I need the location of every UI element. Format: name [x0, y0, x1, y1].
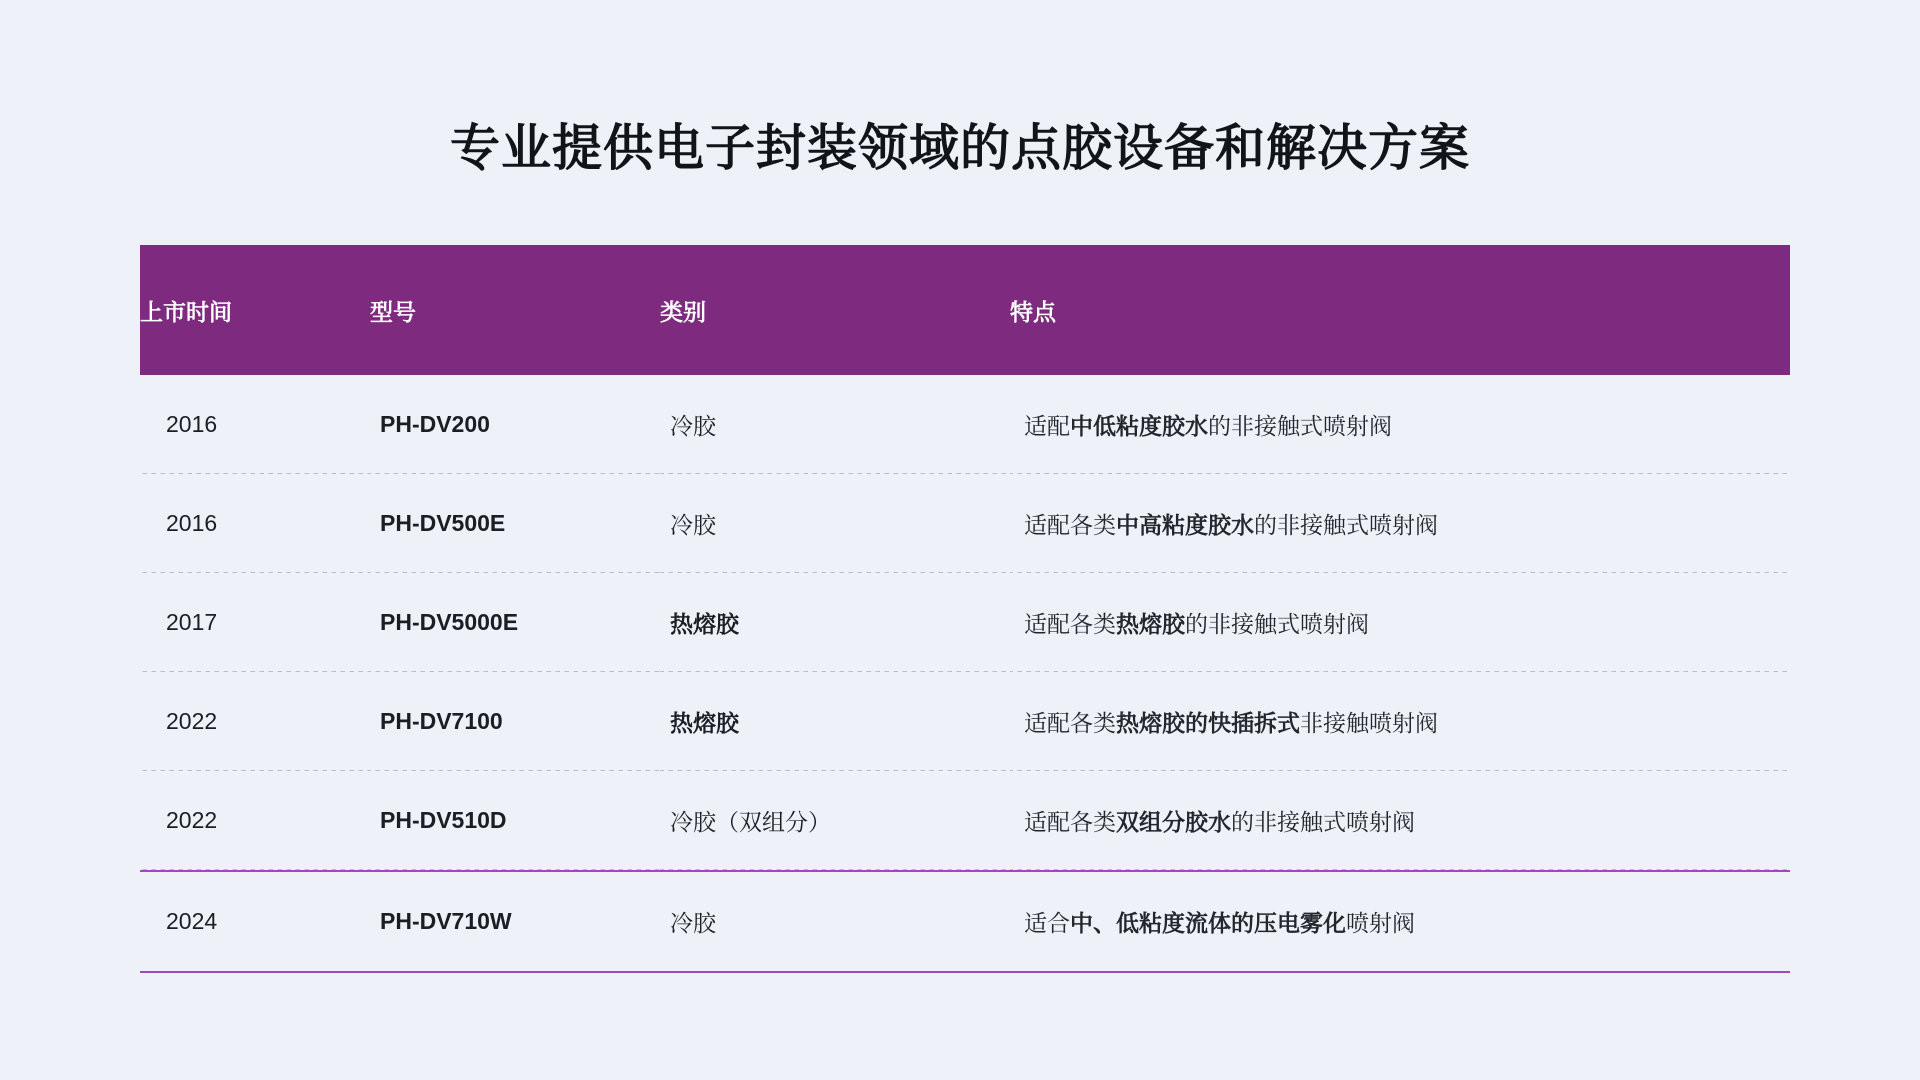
cell-model: PH-DV200: [370, 375, 660, 474]
cell-category: 热熔胶: [660, 672, 1010, 771]
table-row: [140, 771, 1790, 871]
table-row: [140, 672, 1790, 771]
cell-model: PH-DV5000E: [370, 573, 660, 672]
cell-category: 冷胶: [660, 474, 1010, 573]
cell-category: 冷胶: [660, 871, 1010, 972]
table-row: [140, 573, 1790, 672]
cell-model: PH-DV500E: [370, 474, 660, 573]
cell-launch-time: 2024: [140, 871, 370, 972]
column-header-launch-time: 上市时间: [140, 245, 370, 375]
column-header-feature: 特点: [1010, 245, 1790, 375]
cell-launch-time: 2016: [140, 375, 370, 474]
table-row: [140, 375, 1790, 474]
table-row: [140, 474, 1790, 573]
cell-category: 冷胶（双组分）: [660, 771, 1010, 871]
cell-model: PH-DV510D: [370, 771, 660, 871]
table-body: [140, 375, 1790, 972]
product-spec-table: [140, 245, 1790, 973]
cell-launch-time: 2022: [140, 672, 370, 771]
column-header-category: 类别: [660, 245, 1010, 375]
cell-feature: 适配各类热熔胶的快插拆式非接触喷射阀: [1010, 672, 1790, 771]
cell-launch-time: 2016: [140, 474, 370, 573]
cell-launch-time: 2022: [140, 771, 370, 871]
cell-feature: 适配各类双组分胶水的非接触式喷射阀: [1010, 771, 1790, 871]
cell-feature: 适配中低粘度胶水的非接触式喷射阀: [1010, 375, 1790, 474]
cell-model: PH-DV710W: [370, 871, 660, 972]
cell-launch-time: 2017: [140, 573, 370, 672]
product-spec-table-container: [140, 245, 1790, 973]
table-row: [140, 871, 1790, 972]
table-header: [140, 245, 1790, 375]
cell-feature: 适配各类热熔胶的非接触式喷射阀: [1010, 573, 1790, 672]
page-title: 专业提供电子封装领域的点胶设备和解决方案: [450, 120, 1470, 176]
table-header-row: [140, 245, 1790, 375]
cell-category: 冷胶: [660, 375, 1010, 474]
cell-feature: 适合中、低粘度流体的压电雾化喷射阀: [1010, 871, 1790, 972]
column-header-model: 型号: [370, 245, 660, 375]
cell-model: PH-DV7100: [370, 672, 660, 771]
cell-category: 热熔胶: [660, 573, 1010, 672]
cell-feature: 适配各类中高粘度胶水的非接触式喷射阀: [1010, 474, 1790, 573]
